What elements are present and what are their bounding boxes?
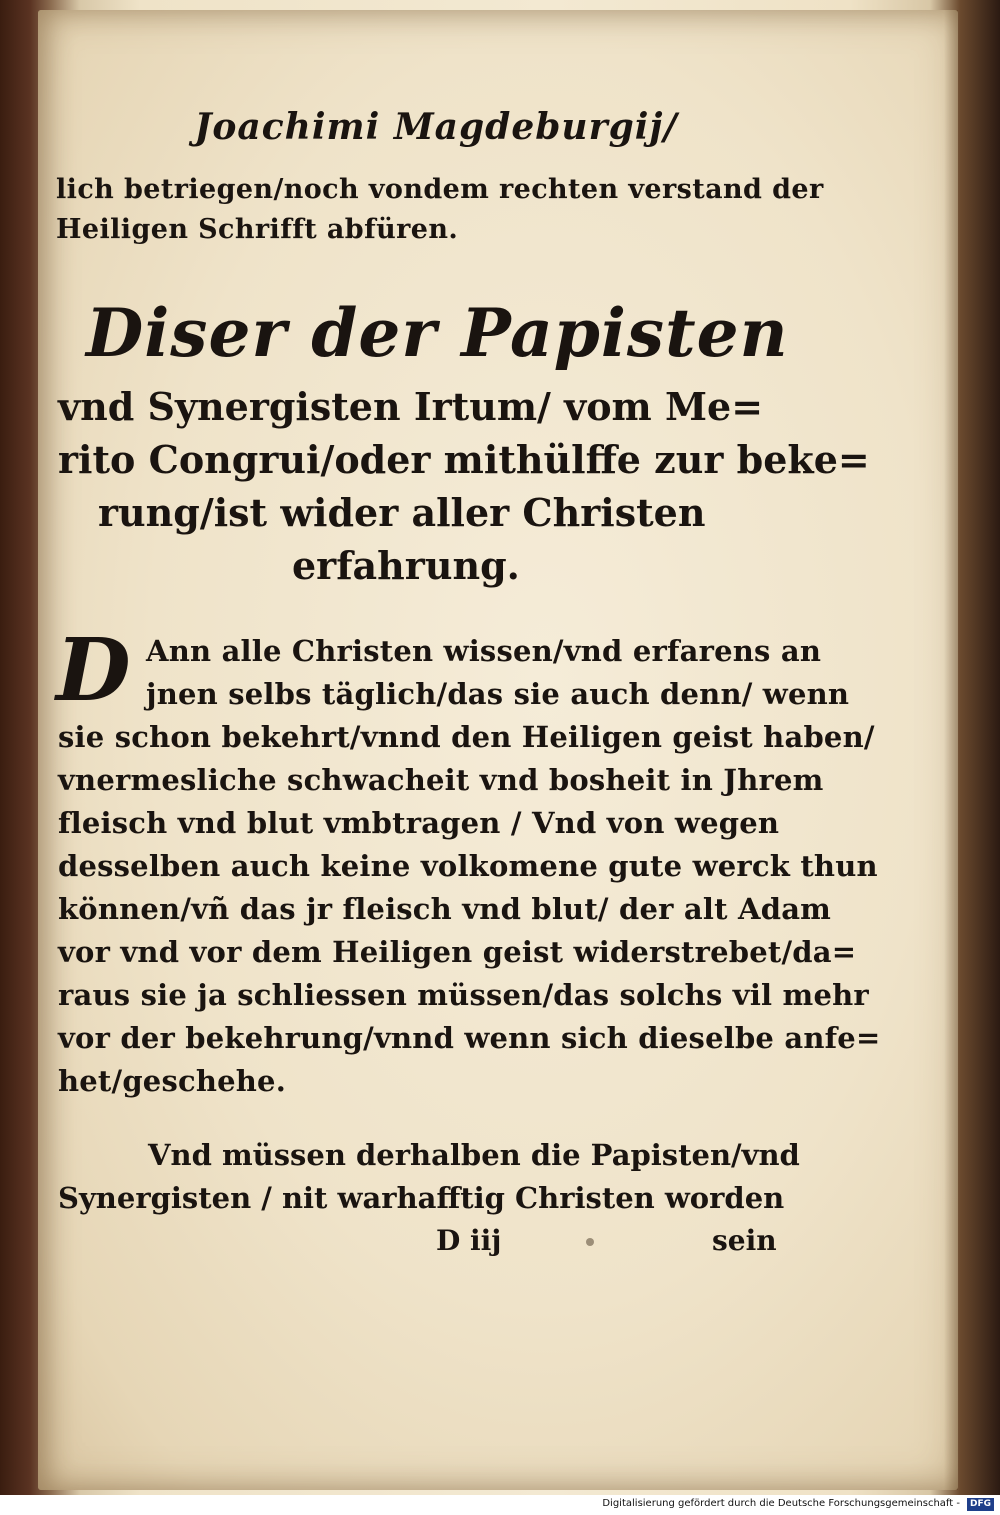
body-line: Synergisten / nit warhafftig Christen worden: [58, 1181, 785, 1215]
footer-bar: [0, 1495, 1000, 1515]
body-line: vor der bekehrung/vnnd wenn sich dieselbe anfe=: [58, 1021, 881, 1055]
body-line: het/geschehe.: [58, 1064, 287, 1098]
body-line: raus sie ja schliessen müssen/das solchs vil mehr: [58, 978, 869, 1012]
body-line: sie schon bekehrt/vnnd den Heiligen geist haben/: [58, 720, 875, 754]
heading-line: erfahrung.: [292, 543, 520, 588]
heading-line: vnd Synergisten Irtum/ vom Me=: [58, 384, 764, 429]
dfg-logo-icon: DFG: [967, 1498, 994, 1511]
section-heading: Diser der Papisten: [86, 294, 789, 372]
body-line: vnermesliche schwacheit vnd bosheit in Jhrem: [58, 763, 824, 797]
funding-credit: Digitalisierung gefördert durch die Deutsche Forschungsgemeinschaft -: [602, 1498, 960, 1509]
text-line: Heiligen Schrifft abfüren.: [56, 214, 459, 245]
ink-spot: [586, 1238, 594, 1246]
body-line: können/vñ das jr fleisch vnd blut/ der alt Adam: [58, 892, 832, 926]
heading-line: rung/ist wider aller Christen: [98, 490, 706, 535]
catchword: sein: [712, 1224, 777, 1257]
running-head: Joachimi Magdeburgij/: [194, 106, 678, 148]
body-line: Ann alle Christen wissen/vnd erfarens an: [146, 634, 822, 668]
heading-line: rito Congrui/oder mithülffe zur beke=: [58, 437, 870, 482]
body-line: vor vnd vor dem Heiligen geist widerstrebet/da=: [58, 935, 857, 969]
body-line: desselben auch keine volkomene gute werck thun: [58, 849, 878, 883]
drop-cap: D: [56, 620, 131, 721]
body-line: jnen selbs täglich/das sie auch denn/ wenn: [146, 677, 850, 711]
body-line: fleisch vnd blut vmbtragen / Vnd von wegen: [58, 806, 780, 840]
text-line: lich betriegen/noch vondem rechten verstand der: [56, 174, 824, 205]
signature-mark: D iij: [436, 1224, 502, 1257]
body-line: Vnd müssen derhalben die Papisten/vnd: [148, 1138, 800, 1172]
book-page: [38, 10, 958, 1490]
